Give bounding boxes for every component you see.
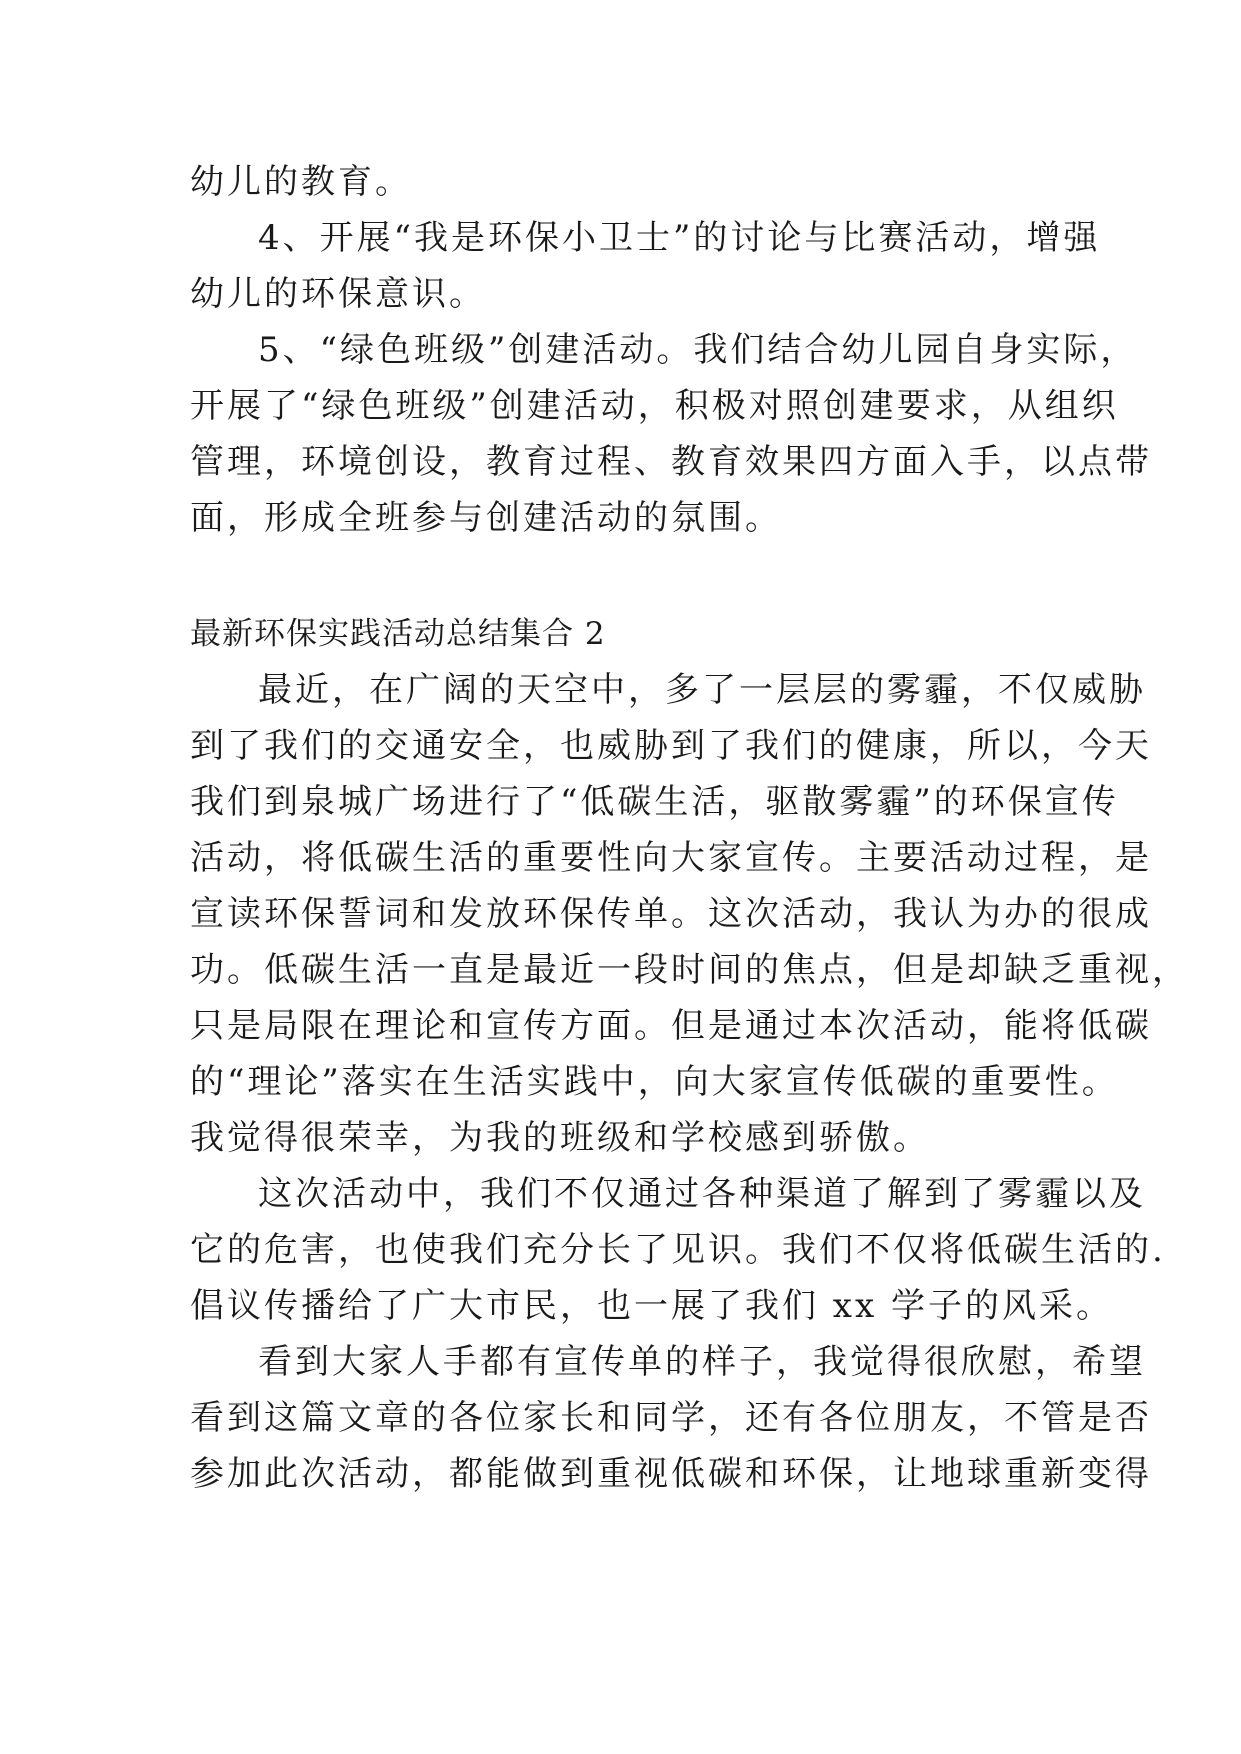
body-line: 倡议传播给了广大市民，也一展了我们 xx 学子的风采。 [190,1286,1113,1326]
body-line: 4、开展“我是环保小卫士”的讨论与比赛活动，增强 [258,218,1101,258]
body-line: 到了我们的交通安全，也威胁到了我们的健康，所以，今天 [190,726,1152,766]
body-line: 活动，将低碳生活的重要性向大家宣传。主要活动过程，是 [190,838,1152,878]
body-line: 看到这篇文章的各位家长和同学，还有各位朋友，不管是否 [190,1398,1152,1438]
body-line: 只是局限在理论和宣传方面。但是通过本次活动，能将低碳 [190,1006,1152,1046]
body-line: 最近，在广阔的天空中，多了一层层的雾霾，不仅威胁 [258,670,1146,710]
section-heading: 最新环保实践活动总结集合 2 [190,616,606,652]
body-line: 宣读环保誓词和发放环保传单。这次活动，我认为办的很成 [190,894,1152,934]
body-line: 功。低碳生活一直是最近一段时间的焦点，但是却缺乏重视， [190,950,1189,990]
body-line: 这次活动中，我们不仅通过各种渠道了解到了雾霾以及 [258,1174,1146,1214]
body-line: 的“理论”落实在生活实践中，向大家宣传低碳的重要性。 [190,1062,1119,1102]
body-line: 5、“绿色班级”创建活动。我们结合幼儿园自身实际， [258,330,1138,370]
body-line: 我们到泉城广场进行了“低碳生活，驱散雾霾”的环保宣传 [190,782,1119,822]
body-line: 管理，环境创设，教育过程、教育效果四方面入手，以点带 [190,442,1152,482]
body-line: 开展了“绿色班级”创建活动，积极对照创建要求，从组织 [190,386,1119,426]
body-line: 看到大家人手都有宣传单的样子，我觉得很欣慰，希望 [258,1342,1146,1382]
body-line: 幼儿的教育。 [190,162,412,202]
body-line: 我觉得很荣幸，为我的班级和学校感到骄傲。 [190,1118,930,1158]
body-line: 参加此次活动，都能做到重视低碳和环保，让地球重新变得 [190,1454,1152,1494]
section-gap [190,546,1050,606]
body-line: 幼儿的环保意识。 [190,274,486,314]
body-line: 面，形成全班参与创建活动的氛围。 [190,498,782,538]
body-line: 它的危害，也使我们充分长了见识。我们不仅将低碳生活的. [190,1230,1166,1270]
document-body [190,154,1189,1502]
